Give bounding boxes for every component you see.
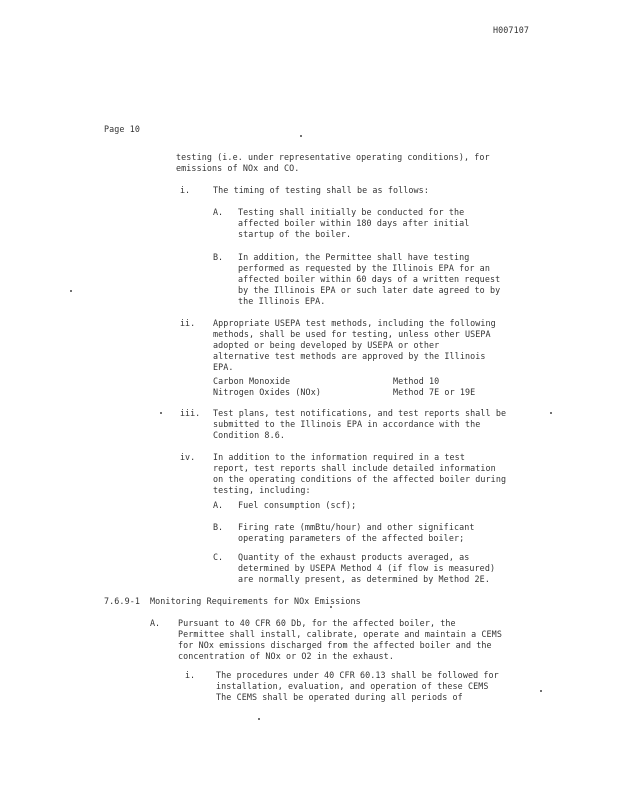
test-method-name-2: Nitrogen Oxides (NOx) [213,387,321,397]
scan-speck [258,718,260,720]
item-iv-a-line-1: Fuel consumption (scf); [238,500,357,510]
item-i-a-line-1: Testing shall initially be conducted for the [238,207,465,217]
item-iv-c-number: C. [213,552,224,562]
item-iv-line-2: report, test reports shall include detailed information [213,463,496,473]
scan-speck [300,135,302,137]
item-ii-number: ii. [180,318,196,328]
item-iv-b-line-2: operating parameters of the affected boiler; [238,533,465,543]
item-A-i-line-2: installation, evaluation, and operation of these CEMS [216,681,489,691]
intro-line-2: emissions of NOx and CO. [176,163,300,173]
item-iv-a-number: A. [213,500,224,510]
item-A-i-line-3: The CEMS shall be operated during all periods of [216,692,463,702]
item-A-line-2: Permittee shall install, calibrate, operate and maintain a CEMS [178,629,502,639]
item-iii-number: iii. [180,408,201,418]
item-iv-c-line-3: are normally present, as determined by Method 2E. [238,574,490,584]
item-ii-line-4: alternative test methods are approved by the Illinois [213,351,486,361]
item-iii-line-2: submitted to the Illinois EPA in accordance with the [213,419,481,429]
item-i-number: i. [180,185,191,195]
item-iv-c-line-2: determined by USEPA Method 4 (if flow is measured) [238,563,496,573]
item-A-number: A. [150,618,161,628]
test-method-value-2: Method 7E or 19E [393,387,476,397]
item-i-b-line-4: by the Illinois EPA or such later date agreed to by [238,285,501,295]
section-title: Monitoring Requirements for NOx Emissions [150,596,361,606]
item-i-b-line-2: performed as requested by the Illinois EPA for an [238,263,490,273]
test-method-name-1: Carbon Monoxide [213,376,291,386]
item-i-a-number: A. [213,207,224,217]
scan-speck [330,606,332,608]
item-iv-line-3: on the operating conditions of the affected boiler during [213,474,507,484]
item-iv-number: iv. [180,452,196,462]
item-i-a-line-2: affected boiler within 180 days after initial [238,218,470,228]
item-iii-line-3: Condition 8.6. [213,430,285,440]
item-i-a-line-3: startup of the boiler. [238,229,352,239]
item-i-b-line-5: the Illinois EPA. [238,296,326,306]
item-A-line-4: concentration of NOx or O2 in the exhaust. [178,651,394,661]
item-i-b-line-1: In addition, the Permittee shall have testing [238,252,470,262]
scan-speck [540,690,542,692]
scan-speck [550,412,552,414]
scan-speck [160,412,162,414]
intro-line-1: testing (i.e. under representative operating conditions), for [176,152,490,162]
item-iv-line-4: testing, including: [213,485,311,495]
item-iv-b-line-1: Firing rate (mmBtu/hour) and other significant [238,522,475,532]
page-label: Page 10 [104,124,140,134]
section-number: 7.6.9-1 [104,596,140,606]
document-id: H007107 [493,25,529,35]
item-ii-line-3: adopted or being developed by USEPA or other [213,340,440,350]
item-iv-line-1: In addition to the information required in a test [213,452,465,462]
item-A-line-1: Pursuant to 40 CFR 60 Db, for the affected boiler, the [178,618,456,628]
item-iv-c-line-1: Quantity of the exhaust products averaged, as [238,552,470,562]
item-A-line-3: for NOx emissions discharged from the affected boiler and the [178,640,492,650]
item-iv-b-number: B. [213,522,224,532]
item-ii-line-2: methods, shall be used for testing, unless other USEPA [213,329,491,339]
item-ii-line-1: Appropriate USEPA test methods, including the following [213,318,496,328]
item-i-text: The timing of testing shall be as follows: [213,185,429,195]
item-ii-line-5: EPA. [213,362,234,372]
item-i-b-number: B. [213,252,224,262]
item-A-i-number: i. [185,670,196,680]
scan-speck [70,290,72,292]
item-A-i-line-1: The procedures under 40 CFR 60.13 shall be followed for [216,670,499,680]
item-iii-line-1: Test plans, test notifications, and test reports shall be [213,408,507,418]
item-i-b-line-3: affected boiler within 60 days of a written request [238,274,501,284]
test-method-value-1: Method 10 [393,376,440,386]
